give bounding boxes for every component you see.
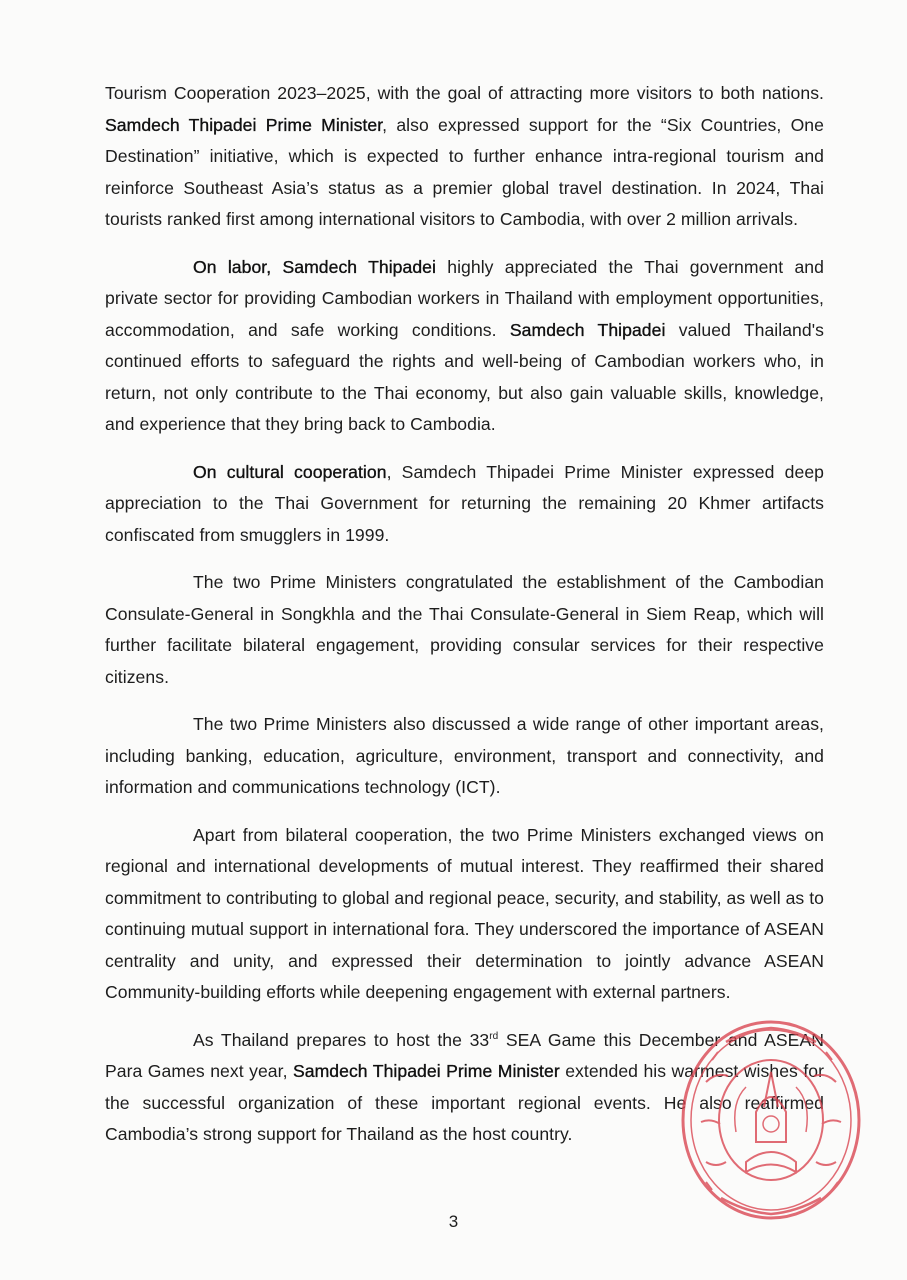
paragraph [105,567,824,693]
paragraph-text: Tourism Cooperation 2023–2025, with the goal of attracting more visitors to both nations. [105,83,824,103]
superscript-text: rd [489,1030,499,1042]
official-red-seal-icon [676,1012,866,1222]
paragraph-text: As Thailand prepares to host the 33 [193,1029,490,1050]
paragraph [105,78,824,236]
emphasized-text: On cultural cooperation [193,461,387,482]
paragraph-text: , Samdech Thipadei Prime Minister expressed deep appreciation to the Thai Government for returning the remaining 20 Khmer artifacts confiscated from smugglers in 1999. [105,461,824,545]
emphasized-text: On labor, Samdech Thipadei [193,256,436,277]
paragraph-text: The two Prime Ministers congratulated the establishment of the Cambodian Consulate-General in Songkhla and the Thai Consulate-General in Siem Reap, which will further facilitate bilateral engagement, providing consular services for their respective citizens. [105,572,824,687]
page-number: 3 [448,1212,459,1231]
paragraph-text: highly appreciated the Thai government and private sector for providing Cambodian workers in Thailand with employment opportunities, accommodation, and safe working conditions. [105,256,824,340]
paragraph-text: SEA Game this December and ASEAN Para Games next year, [105,1029,824,1081]
emphasized-text: Samdech Thipadei [509,319,666,340]
paragraph [105,252,824,441]
paragraph [105,709,824,804]
emphasized-text: Samdech Thipadei Prime Minister [292,1061,560,1081]
paragraph-text: Apart from bilateral cooperation, the two Prime Ministers exchanged views on regional and international developments of mutual interest. They reaffirmed their shared commitment to contributing to global and regional peace, security, and stability, as well as to continuing mutual support in international fora. They underscored the importance of ASEAN centrality and unity, and expressed their determination to jointly advance ASEAN Community-building efforts while deepening engagement with external partners. [105,824,824,1002]
paragraph-text: extended his warmest wishes for the successful organization of these important regional events. He also reaffirmed Cambodia’s strong support for Thailand as the host country. [105,1061,825,1144]
paragraph [105,457,824,552]
paragraph-text: valued Thailand's continued efforts to safeguard the rights and well-being of Cambodian workers who, in return, not only contribute to the Thai economy, but also gain valuable skills, knowledge, and experience that they bring back to Cambodia. [105,319,824,434]
paragraph-text: , also expressed support for the “Six Countries, One Destination” initiative, which is expected to further enhance intra-regional tourism and reinforce Southeast Asia’s status as a premier global travel destination. In 2024, Thai tourists ranked first among international visitors to Cambodia, with over 2 million arrivals. [105,114,824,229]
paragraph [105,820,824,1009]
emphasized-text: Samdech Thipadei Prime Minister [105,114,383,135]
document-body [105,78,824,1151]
paragraph-text: The two Prime Ministers also discussed a wide range of other important areas, including banking, education, agriculture, environment, transport and connectivity, and information and communications technology (ICT). [105,714,824,797]
